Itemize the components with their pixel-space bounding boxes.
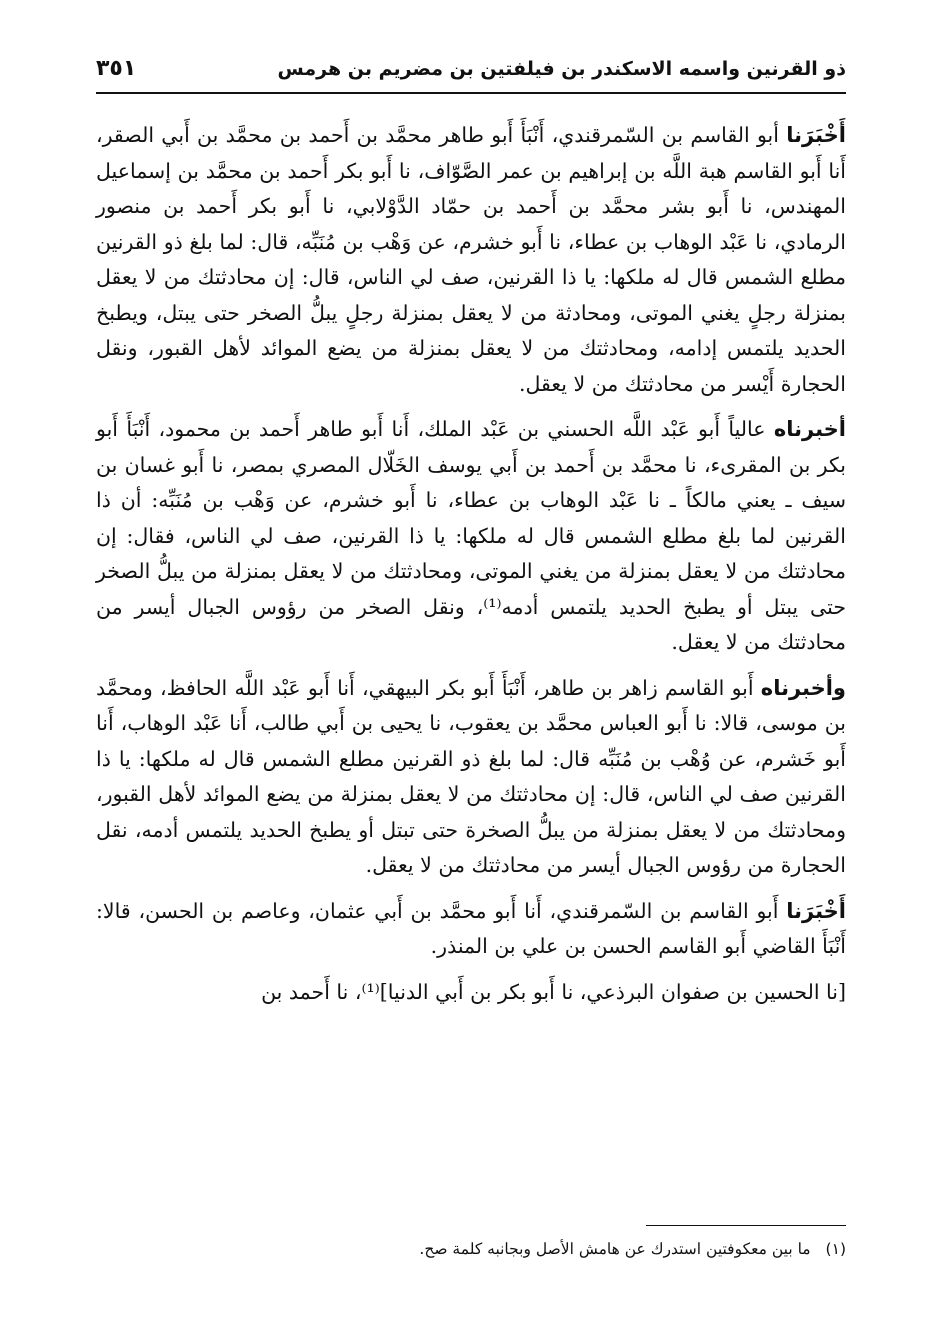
paragraph-text: أَبو القاسم زاهر بن طاهر، أَنْبَأَ أَبو بكر البيهقي، أَنا أَبو عَبْد اللَّه الحافظ، ومحمَّد بن موسى، قالا: نا أَبو العباس محمَّد بن يعقوب، نا يحيى بن أَبي طالب، أَنا عَبْد الوهاب، أَنا أَبو خَشرم، عن وُهْب بن مُنَبِّه قال: لما بلغ ذو القرنين مطلع الشمس قال له ملكها: يا ذا القرنين صف لي الناس، قال: إن محادثتك من لا يعقل بمنزلة من يضع الموائد لأهل القبور، ومحادثتك من لا يعقل بمنزلة من يبلُّ الصخرة حتى تبتل أو يطبخ الحديد يلتمس أدمه، نقل الحجارة من رؤوس الجبال أيسر من محادثتك من لا يعقل. [96, 675, 846, 877]
paragraph-5 [96, 975, 846, 1011]
footnote [96, 1238, 846, 1260]
paragraph-lead: أخبرناه [773, 417, 846, 441]
paragraph-2 [96, 412, 846, 661]
paragraph-text: [نا الحسين بن صفوان البرذعي، نا أَبو بكر بن أَبي الدنيا]⁽¹⁾، نا أَحمد بن [261, 979, 846, 1004]
running-title: ذو القرنين واسمه الاسكندر بن فيلفتين بن مضريم بن هرمس [277, 58, 846, 80]
paragraph-lead: أَخْبَرَنا [786, 123, 846, 147]
page-number: ٣٥١ [96, 56, 137, 81]
footnote-divider [646, 1225, 846, 1226]
body-text [96, 118, 846, 1020]
paragraph-text: عالياً أَبو عَبْد اللَّه الحسني بن عَبْد الملك، أَنا أَبو طاهر أَحمد بن محمود، أَنْبَأَ أَبو بكر بن المقرىء، نا محمَّد بن أَحمد بن أَبي يوسف الخَلّال المصري بمصر، نا أَبو غسان بن سيف ـ يعني مالكاً ـ نا عَبْد الوهاب بن عطاء، نا أَبو خشرم، عن وَهْب بن مُنَبِّه: أن ذا القرنين لما بلغ مطلع الشمس قال له ملكها: يا ذا القرنين، صف لي الناس، فقال: إن محادثتك من لا يعقل بمنزلة من يغني الموتى، ومحادثتك من لا يعقل بمنزلة من يبلُّ الصخر حتى يبتل أو يطبخ الحديد يلتمس أدمه⁽¹⁾، ونقل الصخر من رؤوس الجبال أيسر من محادثتك من لا يعقل. [96, 417, 846, 654]
paragraph-lead: وأخبرناه [760, 675, 846, 700]
running-header [96, 52, 846, 94]
paragraph-text: أبو القاسم بن السّمرقندي، أَنْبَأَ أَبو طاهر محمَّد بن أَحمد بن محمَّد بن أَبي الصقر، أَنا أَبو القاسم هبة اللَّه بن إبراهيم بن عمر الصَّوّاف، نا أَبو بكر أَحمد بن محمَّد بن إسماعيل المهندس، نا أَبو بشر محمَّد بن أَحمد بن حمّاد الدَّوْلابي، نا أَبو بكر أَحمد بن منصور الرمادي، نا عَبْد الوهاب بن عطاء، نا أَبو خشرم، عن وَهْب بن مُنَبِّه، قال: لما بلغ ذو القرنين مطلع الشمس قال له ملكها: يا ذا القرنين، صف لي الناس، قال: إن محادثتك من لا يعقل بمنزلة رجلٍ يغني الموتى، ومحادثة من لا يعقل بمنزلة رجلٍ يبلُّ الصخر حتى يبتل، ويطبخ الحديد يلتمس إدامه، ومحادثتك من لا يعقل بمنزلة من يضع الموائد لأهل القبور، ونقل الحجارة أَيْسر من محادثتك من لا يعقل. [96, 123, 846, 396]
paragraph-1 [96, 118, 846, 402]
footnote-text: ما بين معكوفتين استدرك عن هامش الأصل وبجانبه كلمة صح. [419, 1240, 811, 1258]
paragraph-lead: أَخْبَرَنا [786, 898, 846, 923]
paragraph-3 [96, 671, 846, 884]
footnote-marker: (١) [825, 1240, 846, 1258]
paragraph-4 [96, 894, 846, 965]
paragraph-text: أَبو القاسم بن السّمرقندي، أَنا أَبو محمَّد بن أَبي عثمان، وعاصم بن الحسن، قالا: أَنْبَأَ القاضي أَبو القاسم الحسن بن علي بن المنذر. [96, 898, 846, 958]
